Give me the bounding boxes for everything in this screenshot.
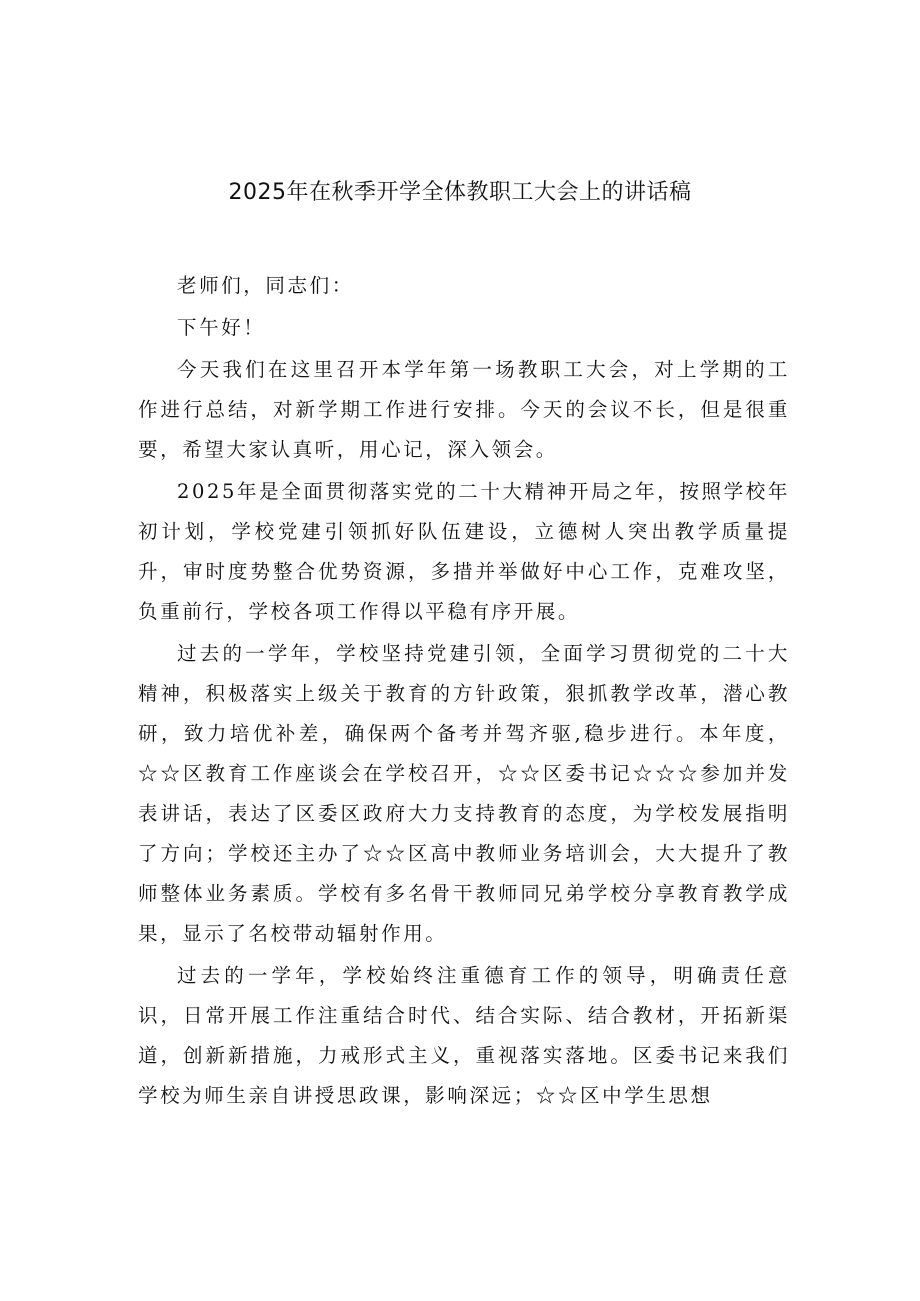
greeting: 下午好！ xyxy=(177,316,266,339)
paragraph-year-overview: 2025年是全面贯彻落实党的二十大精神开局之年，按照学校年初计划，学校党建引领抓好队伍建设，立德树人突出教学质量提升，审时度势整合优势资源，多措并举做好中心工作，克难攻坚，负重前行，学校各项工作得以平稳有序开展。 xyxy=(138,480,790,623)
paragraph-intro: 今天我们在这里召开本学年第一场教职工大会，对上学期的工作进行总结，对新学期工作进行安排。今天的会议不长，但是很重要，希望大家认真听，用心记，深入领会。 xyxy=(138,358,790,461)
document-body xyxy=(138,266,790,1118)
salutation: 老师们，同志们： xyxy=(177,274,354,297)
document-title: 2025年在秋季开学全体教职工大会上的讲话稿 xyxy=(228,180,692,205)
paragraph-moral-education: 过去的一学年，学校始终注重德育工作的领导，明确责任意识，日常开展工作注重结合时代、结合实际、结合教材，开拓新渠道，创新新措施，力戒形式主义，重视落实落地。区委书记来我们学校为师生亲自讲授思政课，影响深远；☆☆区中学生思想 xyxy=(138,964,790,1107)
paragraph-party-leadership: 过去的一学年，学校坚持党建引领，全面学习贯彻党的二十大精神，积极落实上级关于教育的方针政策，狠抓教学改革，潜心教研，致力培优补差，确保两个备考并驾齐驱,稳步进行。本年度，☆☆区教育工作座谈会在学校召开，☆☆区委书记☆☆☆参加并发表讲话，表达了区委区政府大力支持教育的态度，为学校发展指明了方向；学校还主办了☆☆区高中教师业务培训会，大大提升了教师整体业务素质。学校有多名骨干教师同兄弟学校分享教育教学成果，显示了名校带动辐射作用。 xyxy=(138,642,790,945)
